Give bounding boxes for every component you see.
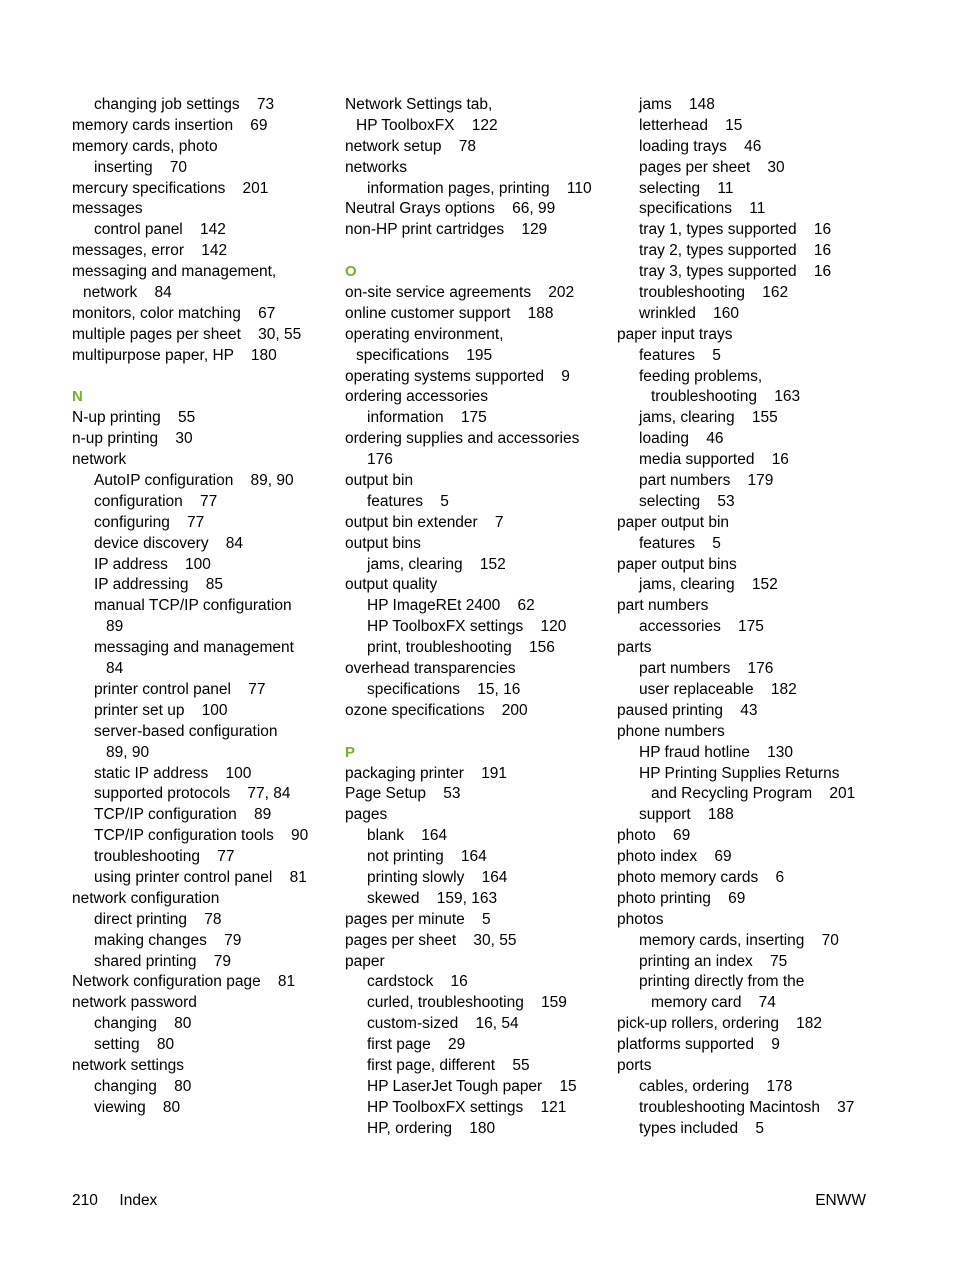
index-subentry: memory cards, inserting 70	[639, 931, 839, 949]
index-subentry: skewed 159, 163	[367, 889, 498, 907]
index-subentry: accessories 175	[639, 618, 764, 636]
section-gap	[345, 241, 610, 262]
index-entry: Neutral Grays options 66, 99	[345, 200, 556, 218]
index-subentry: HP fraud hotline 130	[639, 743, 793, 761]
footer-edition: ENWW	[815, 1192, 866, 1209]
index-subentry: HP ToolboxFX settings 120	[367, 618, 567, 636]
index-subentry: TCP/IP configuration tools 90	[94, 827, 309, 845]
index-entry: multipurpose paper, HP 180	[72, 346, 277, 364]
index-subentry: cables, ordering 178	[639, 1077, 793, 1095]
index-subentry: making changes 79	[94, 931, 242, 949]
section-gap	[345, 722, 610, 743]
index-subentry: information pages, printing 110	[367, 179, 592, 197]
index-subentry: viewing 80	[94, 1098, 181, 1116]
index-entry: messages, error 142	[72, 242, 228, 260]
index-entry: paused printing 43	[617, 701, 758, 719]
index-subentry: troubleshooting 163	[651, 388, 801, 406]
index-subentry: media supported 16	[639, 451, 789, 469]
index-entry: pages per sheet 30, 55	[345, 931, 517, 949]
index-subentry: not printing 164	[367, 848, 487, 866]
index-entry: platforms supported 9	[617, 1036, 780, 1054]
index-entry: photo printing 69	[617, 889, 746, 907]
index-subentry: inserting 70	[94, 158, 188, 176]
index-subentry: and Recycling Program 201	[651, 785, 856, 803]
index-subentry: AutoIP configuration 89, 90	[94, 472, 294, 490]
index-subentry: part numbers 176	[639, 660, 774, 678]
index-subentry: jams, clearing 152	[639, 576, 778, 594]
section-letter-heading: P	[345, 743, 356, 761]
index-entry: networks	[345, 158, 408, 176]
index-subentry: types included 5	[639, 1119, 764, 1137]
index-entry: pages per minute 5	[345, 910, 491, 928]
index-subentry: memory card 74	[651, 994, 776, 1012]
index-entry: photo memory cards 6	[617, 868, 785, 886]
index-subentry: features 5	[639, 534, 721, 552]
index-entry: network setup 78	[345, 137, 476, 155]
index-entry: packaging printer 191	[345, 764, 507, 782]
index-entry: parts	[617, 639, 652, 657]
index-subentry: shared printing 79	[94, 952, 232, 970]
index-subentry: printing an index 75	[639, 952, 788, 970]
index-subentry: printer set up 100	[94, 701, 228, 719]
index-subentry: HP ToolboxFX 122	[356, 116, 498, 134]
index-entry: network configuration	[72, 889, 220, 907]
index-entry: phone numbers	[617, 722, 725, 740]
section-gap	[72, 367, 337, 388]
index-subentry: HP Printing Supplies Returns	[639, 764, 840, 782]
index-column-1	[72, 95, 337, 1119]
index-entry: paper output bins	[617, 555, 737, 573]
index-subentry: troubleshooting 162	[639, 284, 789, 302]
index-entry: N-up printing 55	[72, 409, 196, 427]
index-entry: network settings	[72, 1056, 184, 1074]
index-subentry: specifications 195	[356, 346, 493, 364]
index-subentry: first page, different 55	[367, 1056, 530, 1074]
index-subentry: printer control panel 77	[94, 680, 266, 698]
index-entry: memory cards insertion 69	[72, 116, 268, 134]
index-subentry: configuration 77	[94, 492, 218, 510]
index-entry: overhead transparencies	[345, 660, 516, 678]
index-subentry: specifications 11	[639, 200, 766, 218]
index-subentry: network 84	[83, 284, 172, 302]
index-entry: photos	[617, 910, 664, 928]
index-subentry: static IP address 100	[94, 764, 252, 782]
index-subentry: 89, 90	[106, 743, 150, 761]
index-entry: ports	[617, 1056, 652, 1074]
index-entry: multiple pages per sheet 30, 55	[72, 325, 302, 343]
index-subentry: device discovery 84	[94, 534, 244, 552]
footer-page-label: 210 Index	[72, 1192, 158, 1209]
index-entry: paper	[345, 952, 385, 970]
index-subentry: printing directly from the	[639, 973, 805, 991]
index-subentry: HP LaserJet Tough paper 15	[367, 1077, 577, 1095]
index-subentry: manual TCP/IP configuration	[94, 597, 292, 615]
index-column-2	[345, 95, 610, 1140]
index-subentry: part numbers 179	[639, 472, 774, 490]
index-subentry: HP ToolboxFX settings 121	[367, 1098, 567, 1116]
index-subentry: pages per sheet 30	[639, 158, 785, 176]
index-subentry: tray 1, types supported 16	[639, 221, 832, 239]
index-entry: Network configuration page 81	[72, 973, 296, 991]
index-entry: n-up printing 30	[72, 430, 193, 448]
index-subentry: letterhead 15	[639, 116, 743, 134]
index-subentry: changing 80	[94, 1015, 192, 1033]
index-entry: monitors, color matching 67	[72, 304, 276, 322]
index-subentry: changing job settings 73	[94, 96, 275, 113]
index-subentry: selecting 53	[639, 492, 735, 510]
index-subentry: loading trays 46	[639, 137, 762, 155]
index-subentry: tray 3, types supported 16	[639, 263, 832, 281]
index-subentry: troubleshooting Macintosh 37	[639, 1098, 855, 1116]
index-subentry: jams, clearing 152	[367, 555, 506, 573]
index-entry: paper output bin	[617, 513, 730, 531]
index-entry: ordering accessories	[345, 388, 489, 406]
index-subentry: 84	[106, 660, 124, 678]
index-subentry: selecting 11	[639, 179, 734, 197]
index-subentry: support 188	[639, 806, 734, 824]
index-subentry: control panel 142	[94, 221, 226, 239]
index-entry: output quality	[345, 576, 438, 594]
section-letter-heading: N	[72, 388, 83, 406]
index-entry: operating systems supported 9	[345, 367, 570, 385]
section-letter-heading: O	[345, 263, 357, 281]
index-subentry: tray 2, types supported 16	[639, 242, 832, 260]
index-entry: Network Settings tab,	[345, 96, 493, 113]
index-entry: pages	[345, 806, 388, 824]
index-entry: Page Setup 53	[345, 785, 461, 803]
index-subentry: supported protocols 77, 84	[94, 785, 291, 803]
index-subentry: messaging and management	[94, 639, 294, 657]
index-subentry: printing slowly 164	[367, 868, 508, 886]
index-subentry: TCP/IP configuration 89	[94, 806, 272, 824]
index-entry: operating environment,	[345, 325, 504, 343]
index-subentry: specifications 15, 16	[367, 680, 521, 698]
index-subentry: features 5	[639, 346, 721, 364]
index-entry: photo 69	[617, 827, 691, 845]
index-entry: network	[72, 451, 127, 469]
index-subentry: using printer control panel 81	[94, 868, 307, 886]
index-subentry: features 5	[367, 492, 449, 510]
index-entry: part numbers	[617, 597, 709, 615]
index-subentry: 176	[367, 451, 393, 469]
index-entry: output bins	[345, 534, 421, 552]
index-entry: paper input trays	[617, 325, 733, 343]
index-subentry: changing 80	[94, 1077, 192, 1095]
index-subentry: HP, ordering 180	[367, 1119, 496, 1137]
index-subentry: loading 46	[639, 430, 724, 448]
index-subentry: cardstock 16	[367, 973, 468, 991]
index-subentry: IP address 100	[94, 555, 211, 573]
index-entry: pick-up rollers, ordering 182	[617, 1015, 823, 1033]
index-entry: photo index 69	[617, 848, 732, 866]
index-subentry: HP ImageREt 2400 62	[367, 597, 535, 615]
index-subentry: direct printing 78	[94, 910, 222, 928]
index-entry: messages	[72, 200, 143, 218]
index-subentry: configuring 77	[94, 513, 205, 531]
index-entry: online customer support 188	[345, 304, 554, 322]
index-entry: memory cards, photo	[72, 137, 218, 155]
index-subentry: IP addressing 85	[94, 576, 223, 594]
index-subentry: curled, troubleshooting 159	[367, 994, 567, 1012]
index-subentry: feeding problems,	[639, 367, 763, 385]
index-subentry: first page 29	[367, 1036, 466, 1054]
index-subentry: wrinkled 160	[639, 304, 739, 322]
index-subentry: user replaceable 182	[639, 680, 797, 698]
index-entry: ozone specifications 200	[345, 701, 528, 719]
index-entry: mercury specifications 201	[72, 179, 269, 197]
index-column-3	[617, 95, 882, 1140]
index-entry: messaging and management,	[72, 263, 277, 281]
index-subentry: jams 148	[639, 96, 715, 113]
index-subentry: print, troubleshooting 156	[367, 639, 555, 657]
index-entry: non-HP print cartridges 129	[345, 221, 548, 239]
index-subentry: 89	[106, 618, 124, 636]
index-subentry: blank 164	[367, 827, 448, 845]
index-entry: ordering supplies and accessories	[345, 430, 580, 448]
index-entry: network password	[72, 994, 197, 1012]
index-subentry: jams, clearing 155	[639, 409, 778, 427]
index-entry: output bin	[345, 472, 414, 490]
index-subentry: server-based configuration	[94, 722, 278, 740]
index-subentry: setting 80	[94, 1036, 175, 1054]
index-entry: on-site service agreements 202	[345, 284, 575, 302]
index-entry: output bin extender 7	[345, 513, 504, 531]
index-subentry: information 175	[367, 409, 487, 427]
index-subentry: troubleshooting 77	[94, 848, 235, 866]
index-subentry: custom-sized 16, 54	[367, 1015, 519, 1033]
